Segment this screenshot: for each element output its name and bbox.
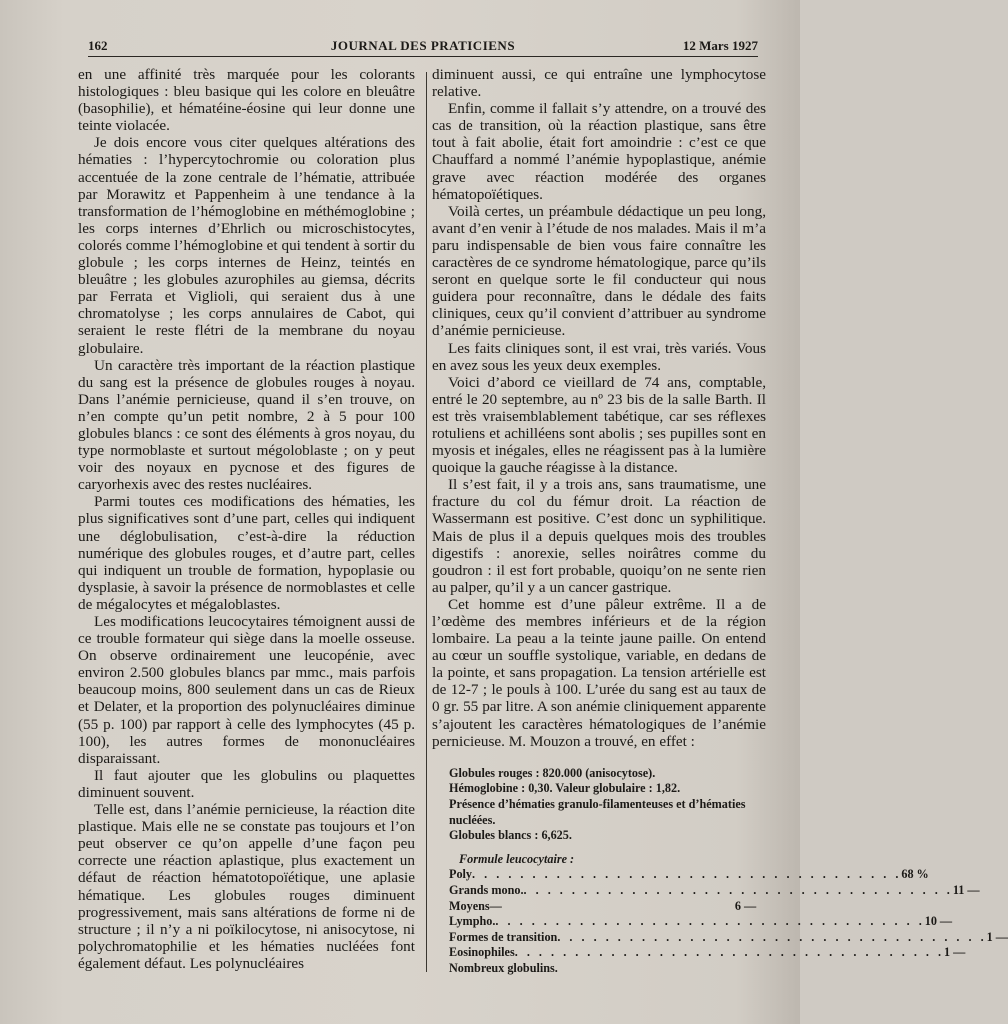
formula-row (449, 899, 764, 915)
paragraph: Je dois encore vous citer quelques altérations des hématies : l’hypercytochromie ou coloration plus accentuée de la zone centrale de l’hématie, attribuée par Morawitz et Pappenheim à une tendance à la transformation de l’hémoglobine en méthémoglobine ; les corps internes d’Ehrlich ou microschistocytes, colorés comme l’hémoglobine et qui tendent à sortir du globule ; les corps internes de Heinz, teintés en bleuâtre ; les globules azurophiles au giemsa, décrits par Ferrata et Viglioli, qui seraient dus à une chromatolyse ; les corps annulaires de Cabot, qui seraient le reste flétri de la membrane du noyau globulaire. (78, 134, 415, 357)
blood-count-footer: Nombreux globulins. (449, 960, 558, 975)
formula-unit: — (995, 929, 1008, 944)
paragraph: Les faits cliniques sont, il est vrai, très variés. Vous en avez sous les yeux deux exemples. (432, 339, 766, 374)
header-rule (88, 56, 758, 57)
paragraph: Il faut ajouter que les globulins ou plaquettes diminuent souvent. (78, 766, 415, 801)
formula-value: 6 (734, 898, 741, 913)
formula-label: Moyens (449, 898, 490, 913)
paragraph: en une affinité très marquée pour les colorants histologiques : bleu basique qui les colore en bleuâtre (basophilie), et hématéine-éosine qui leur donne une teinte violacée. (78, 66, 415, 135)
blood-count-table (449, 765, 1008, 977)
formula-label: Grands mono. (449, 882, 524, 897)
column-divider (426, 72, 427, 972)
formula-unit: — (744, 898, 757, 913)
journal-title: JOURNAL DES PRATICIENS (330, 38, 516, 53)
paragraph: Cet homme est d’une pâleur extrême. Il a de l’œdème des membres inférieurs et de la région lombaire. La peau a la teinte jaune paille. On entend au cœur un souffle systolique, variable, en dedans de la pointe, et sans propagation. La tension artérielle est de 12-7 ; le pouls à 100. L’urée du sang est au taux de 0 gr. 55 par litre. A son anémie cliniquement apparente s’ajoutent les caractères hématologiques de l’anémie pernicieuse. M. Mouzon a trouvé, en effet : (432, 595, 766, 750)
formula-unit: — (967, 882, 980, 897)
left-column (78, 66, 415, 972)
blood-count-line: Globules blancs : 6,625. (449, 828, 572, 843)
formula-unit: — (953, 945, 966, 960)
paragraph: Il s’est fait, il y a trois ans, sans traumatisme, une fracture du col du fémur droit. La réaction de Wassermann est positive. C’est donc un syphilitique. Mais de plus il a depuis quelques mois des troubles digestifs : anorexie, selles noirâtres comme du goudron : il est fort probable, quoiqu’on ne sente rien au palper, qu’il y a un cancer gastrique. (432, 476, 766, 596)
formula-value: 1 (986, 929, 993, 944)
paragraph: diminuent aussi, ce qui entraîne une lymphocytose relative. (432, 66, 766, 101)
paragraph: Voici d’abord ce vieillard de 74 ans, comptable, entré le 20 septembre, au nº 23 bis de la salle Barth. Il est très vraisemblablement tabétique, car ses réflexes rotuliens et achilléens sont abolis ; ses pupilles sont en myosis et inégales, elles ne réagissent pas à la lumière quoique la gauche réagisse à la distance. (432, 373, 766, 477)
blood-count-line: Hémoglobine : 0,30. Valeur globulaire : 1,82. (449, 781, 681, 796)
leader-dots: — (489, 898, 505, 913)
formula-label: Eosinophiles (449, 945, 515, 960)
formula-row (449, 929, 1008, 946)
paragraph: Un caractère très important de la réaction plastique du sang est la présence de globules rouges à noyau. Dans l’anémie pernicieuse, quand il s’en trouve, on n’en compte qu’un petit nombre, 2 à 5 pour 100 globules blancs : ce sont des éléments à gros noyau, du type normoblaste et surtout mégoloblaste ; on y peut voir des noyaux en pycnose et des figures de caryorhexis avec des restes nucléaires. (78, 356, 415, 494)
formula-value: 10 (924, 914, 937, 929)
formula-label: Lympho. (449, 914, 496, 929)
leader-dots: . . . . . . . . . . . . . . . . . . . . . . . . . . . . . . . . . . . . (557, 929, 987, 944)
leader-dots: . . . . . . . . . . . . . . . . . . . . . . . . . . . . . . . . . . . . (514, 945, 945, 960)
paragraph: Parmi toutes ces modifications des hématies, les plus significatives sont d’une part, celles qui indiquent une déglobulisation, c’est-à-dire la réduction numérique des globules rouges, et d’autre part, celles qui indiquent un trouble de formation, hypoplasie ou dysplasie, à savoir la présence de normoblastes et celle de mégalocytes et mégaloblastes. (78, 493, 415, 613)
page-number: 162 (88, 38, 108, 53)
running-header (88, 34, 758, 56)
formula-value: 1 (944, 945, 951, 960)
formula-row (449, 945, 966, 961)
formula-label: Formes de transition (449, 929, 558, 944)
paragraph: Telle est, dans l’anémie pernicieuse, la réaction dite plastique. Mais elle ne se constate pas toujours et l’on peut observer ce qu’on appelle d’une façon peu correcte une réaction aplastique, plus exactement un défaut de réaction hématotopoïétique, une aplasie hématique. Les globules rouges diminuent progressivement, mais sans altérations de forme ni de structure ; il n’y a ni poïkilocytose, ni anisocytose, ni polychromatophilie et les hématies nucléées font également défaut. Les polynucléaires (78, 801, 415, 972)
leader-dots: . . . . . . . . . . . . . . . . . . . . . . . . . . . . . . . . . . . . (523, 882, 953, 897)
formula-row (449, 882, 980, 899)
formula-value: 68 (901, 867, 914, 882)
paragraph: Voilà certes, un préambule dédactique un peu long, avant d’en venir à l’étude de nos malades. Mais il m’a paru indispensable de bien vous faire connaître les caractères de ce syndrome hématologique, parce qu’ils seront en quelque sorte le fil conducteur qui nous guidera pour reconnaître, dans le dédale des faits cliniques, ceux qu’il convient d’attribuer au syndrome d’anémie pernicieuse. (432, 202, 766, 340)
blood-count-line: Présence d’hématies granulo-filamenteuses et d’hématies nucléées. (449, 796, 746, 827)
formula-unit: — (939, 914, 953, 929)
leader-dots: . . . . . . . . . . . . . . . . . . . . . . . . . . . . . . . . . . . . (495, 914, 925, 929)
paragraph: Enfin, comme il fallait s’y attendre, on a trouvé des cas de transition, où la réaction plastique, sans être tout à fait abolie, était fort amoindrie : c’est ce que Chauffard a nommé l’anémie hypoplastique, anémie grave avec réaction modérée des organes hématopoïétiques. (432, 100, 766, 203)
formula-unit: % (916, 867, 929, 882)
leader-dots: . . . . . . . . . . . . . . . . . . . . . . . . . . . . . . . . . . . . (472, 867, 902, 882)
blood-count-line: Globules rouges : 820.000 (anisocytose). (449, 765, 656, 780)
formula-row (449, 914, 953, 930)
formula-value: 11 (952, 882, 965, 897)
formula-label: Poly (449, 867, 473, 882)
formula-title: Formule leucocytaire : (459, 851, 575, 866)
right-column (432, 66, 1008, 976)
paragraph: Les modifications leucocytaires témoignent aussi de ce trouble formateur qui siège dans la moelle osseuse. On observe ordinairement une leucopénie, avec environ 2.500 globules blancs par mmc., mais parfois beaucoup moins, 800 seulement dans un cas de Rieux et Delater, et la proportion des polynucléaires diminue (55 p. 100) par rapport à celle des lymphocytes (45 p. 100), les autres formes de mononucléaires disparaissant. (78, 613, 415, 767)
issue-date: 12 Mars 1927 (682, 38, 758, 53)
formula-row (449, 867, 929, 883)
